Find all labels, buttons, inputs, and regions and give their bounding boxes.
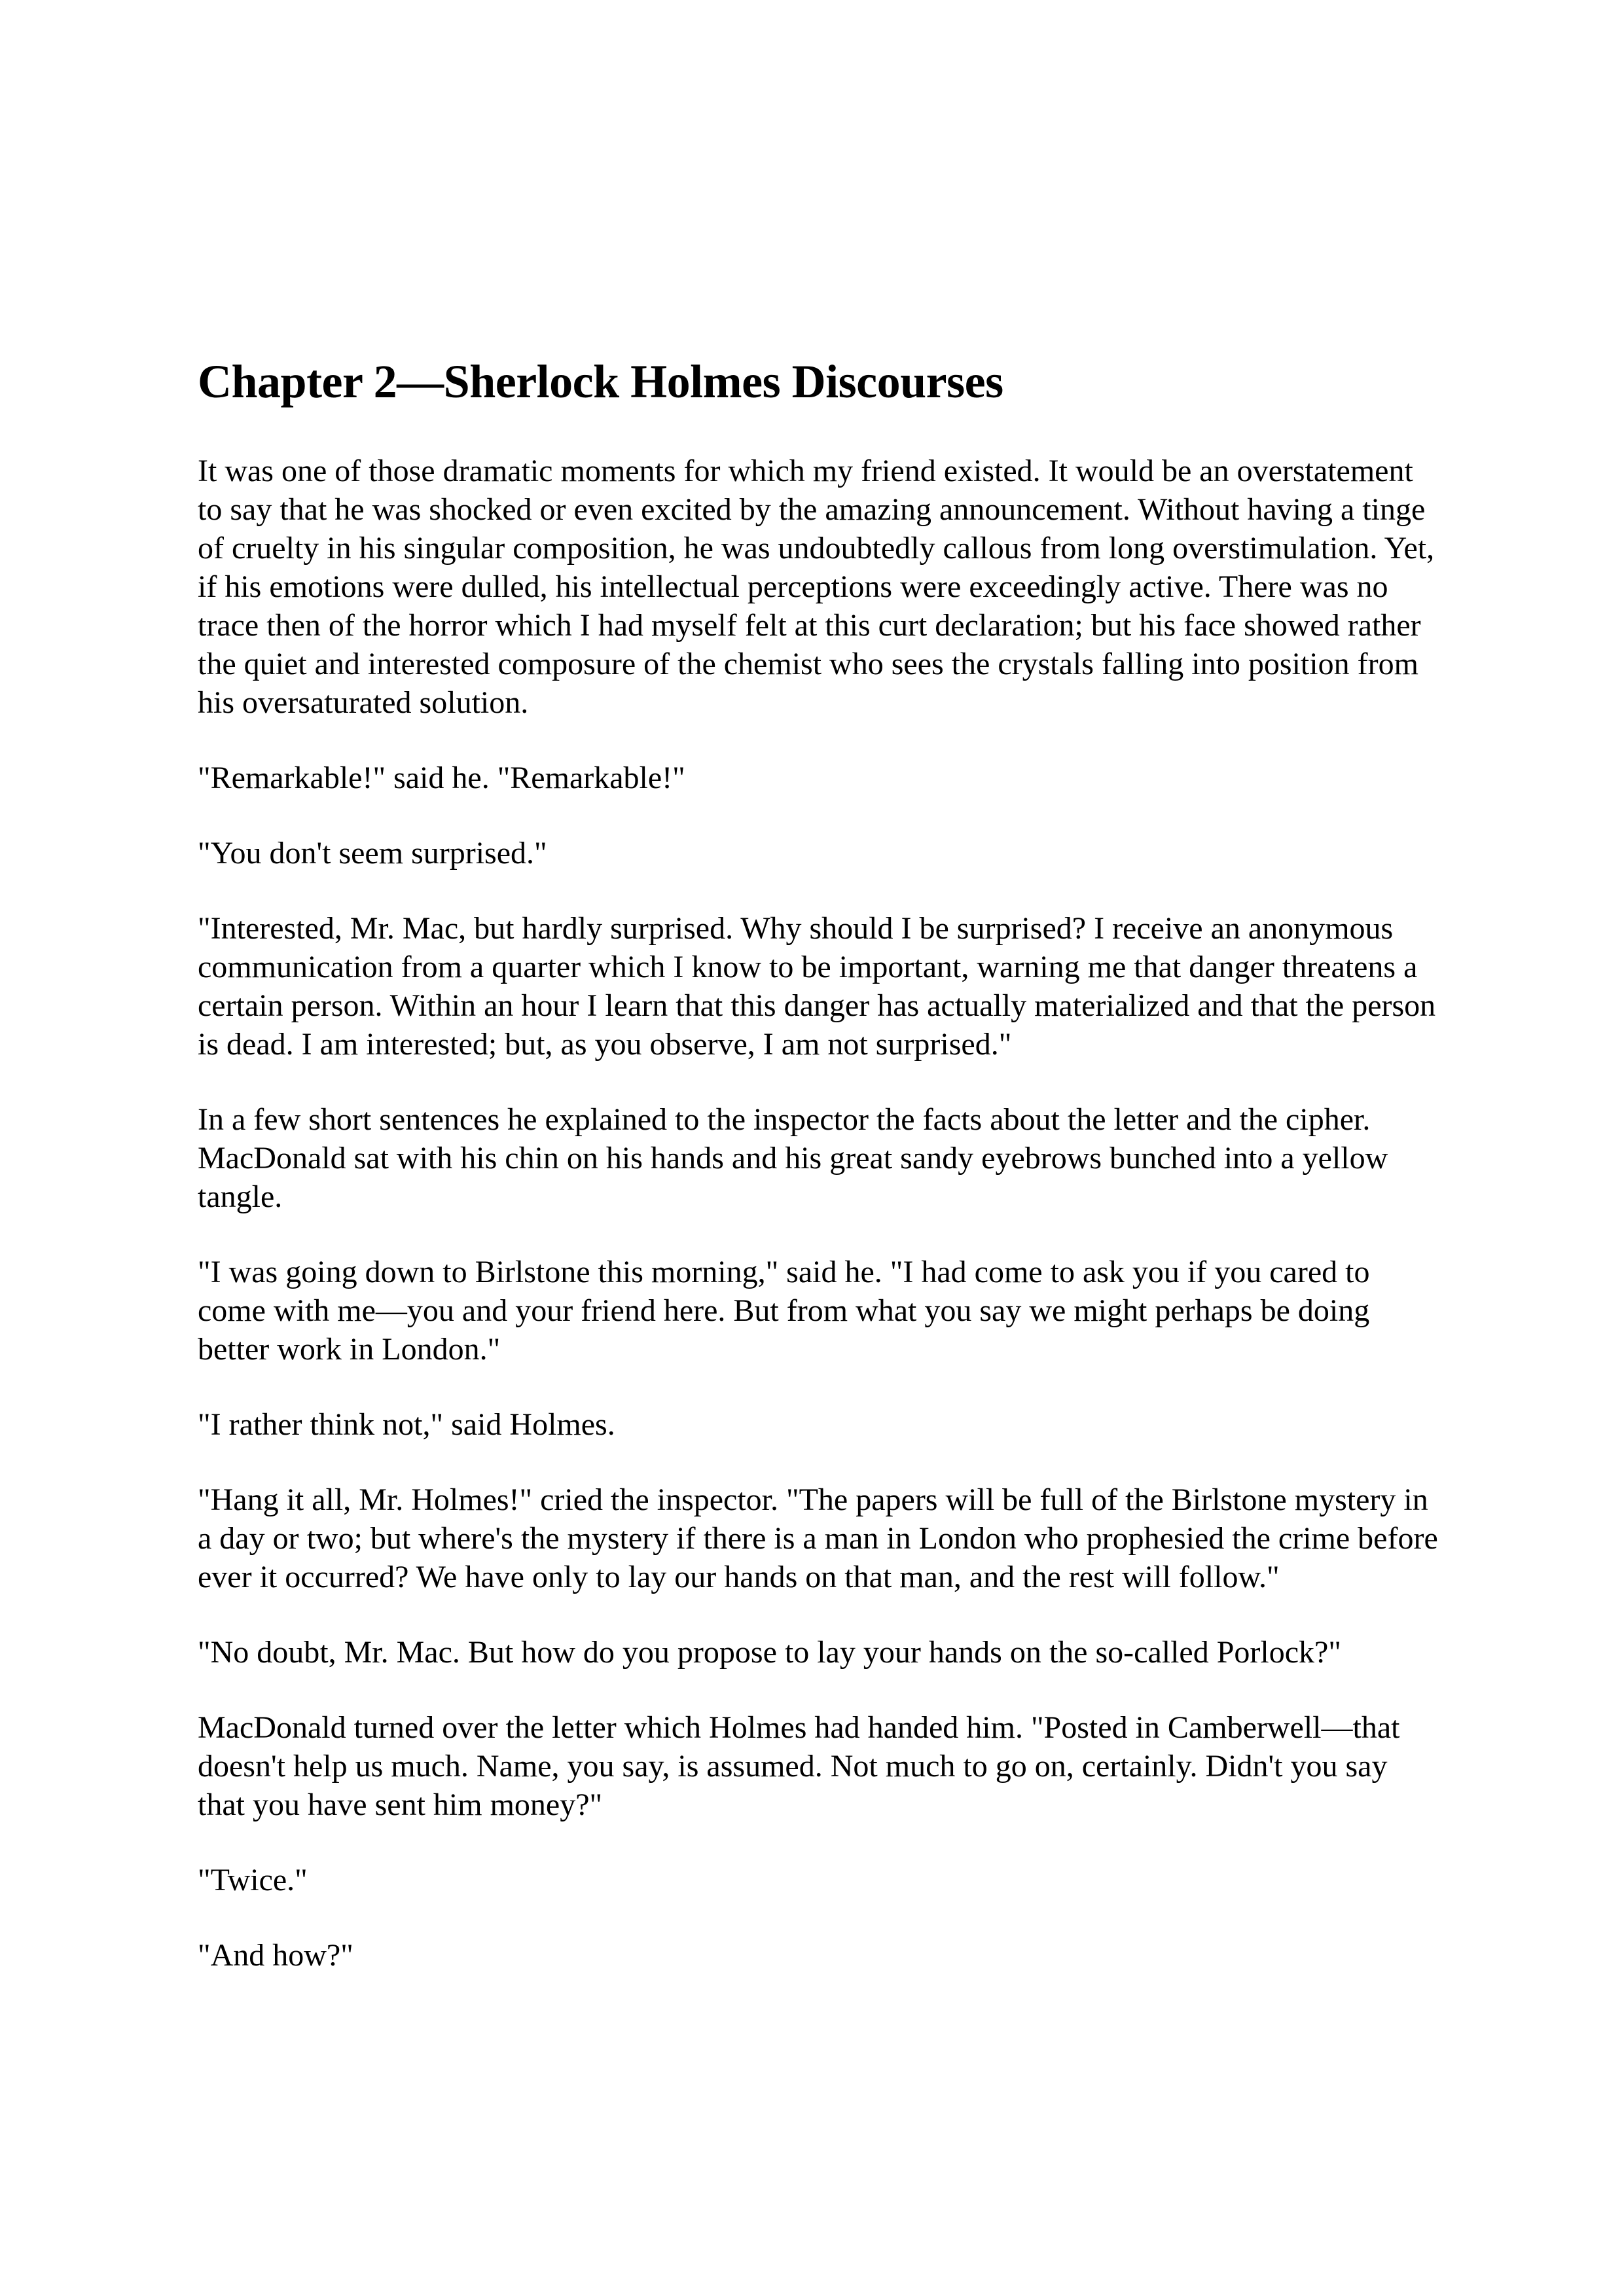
chapter-title: Chapter 2—Sherlock Holmes Discourses bbox=[198, 355, 1003, 408]
paragraph: "And how?" bbox=[198, 1938, 353, 1973]
paragraph: "No doubt, Mr. Mac. But how do you propose to lay your hands on the so-called Porlock?" bbox=[198, 1635, 1341, 1670]
paragraph: "I rather think not," said Holmes. bbox=[198, 1407, 615, 1443]
body-text bbox=[198, 452, 1441, 1975]
paragraph: "Hang it all, Mr. Holmes!" cried the inspector. "The papers will be full of the Birlstone mystery in a day or two; but where's the mystery if there is a man in London who prophesied the crime before ever it occurred? We have only to lay our hands on that man, and the rest will follow." bbox=[198, 1482, 1438, 1595]
paragraph: "Interested, Mr. Mac, but hardly surprised. Why should I be surprised? I receive an anonymous communication from a quarter which I know to be important, warning me that danger threatens a certain person. Within an hour I learn that this danger has actually materialized and that the person is dead. I am interested; but, as you observe, I am not surprised." bbox=[198, 911, 1436, 1062]
paragraph: "Twice." bbox=[198, 1863, 308, 1898]
paragraph: "Remarkable!" said he. "Remarkable!" bbox=[198, 761, 685, 796]
page-content bbox=[198, 353, 1441, 2011]
paragraph: "I was going down to Birlstone this morning," said he. "I had come to ask you if you cared to come with me—you and your friend here. But from what you say we might perhaps be doing better work in London." bbox=[198, 1255, 1370, 1367]
paragraph: MacDonald turned over the letter which Holmes had handed him. "Posted in Camberwell—that doesn't help us much. Name, you say, is assumed. Not much to go on, certainly. Didn't you say that you have sent him money?" bbox=[198, 1710, 1400, 1823]
paragraph: In a few short sentences he explained to the inspector the facts about the letter and the cipher. MacDonald sat with his chin on his hands and his great sandy eyebrows bunched into a yellow tangle. bbox=[198, 1102, 1388, 1215]
paragraph: "You don't seem surprised." bbox=[198, 836, 547, 871]
paragraph: It was one of those dramatic moments for which my friend existed. It would be an overstatement to say that he was shocked or even excited by the amazing announcement. Without having a tinge of cruelty in his singular composition, he was undoubtedly callous from long overstimulation. Yet, if his emotions were dulled, his intellectual perceptions were exceedingly active. There was no trace then of the horror which I had myself felt at this curt declaration; but his face showed rather the quiet and interested composure of the chemist who sees the crystals falling into position from his oversaturated solution. bbox=[198, 454, 1435, 721]
